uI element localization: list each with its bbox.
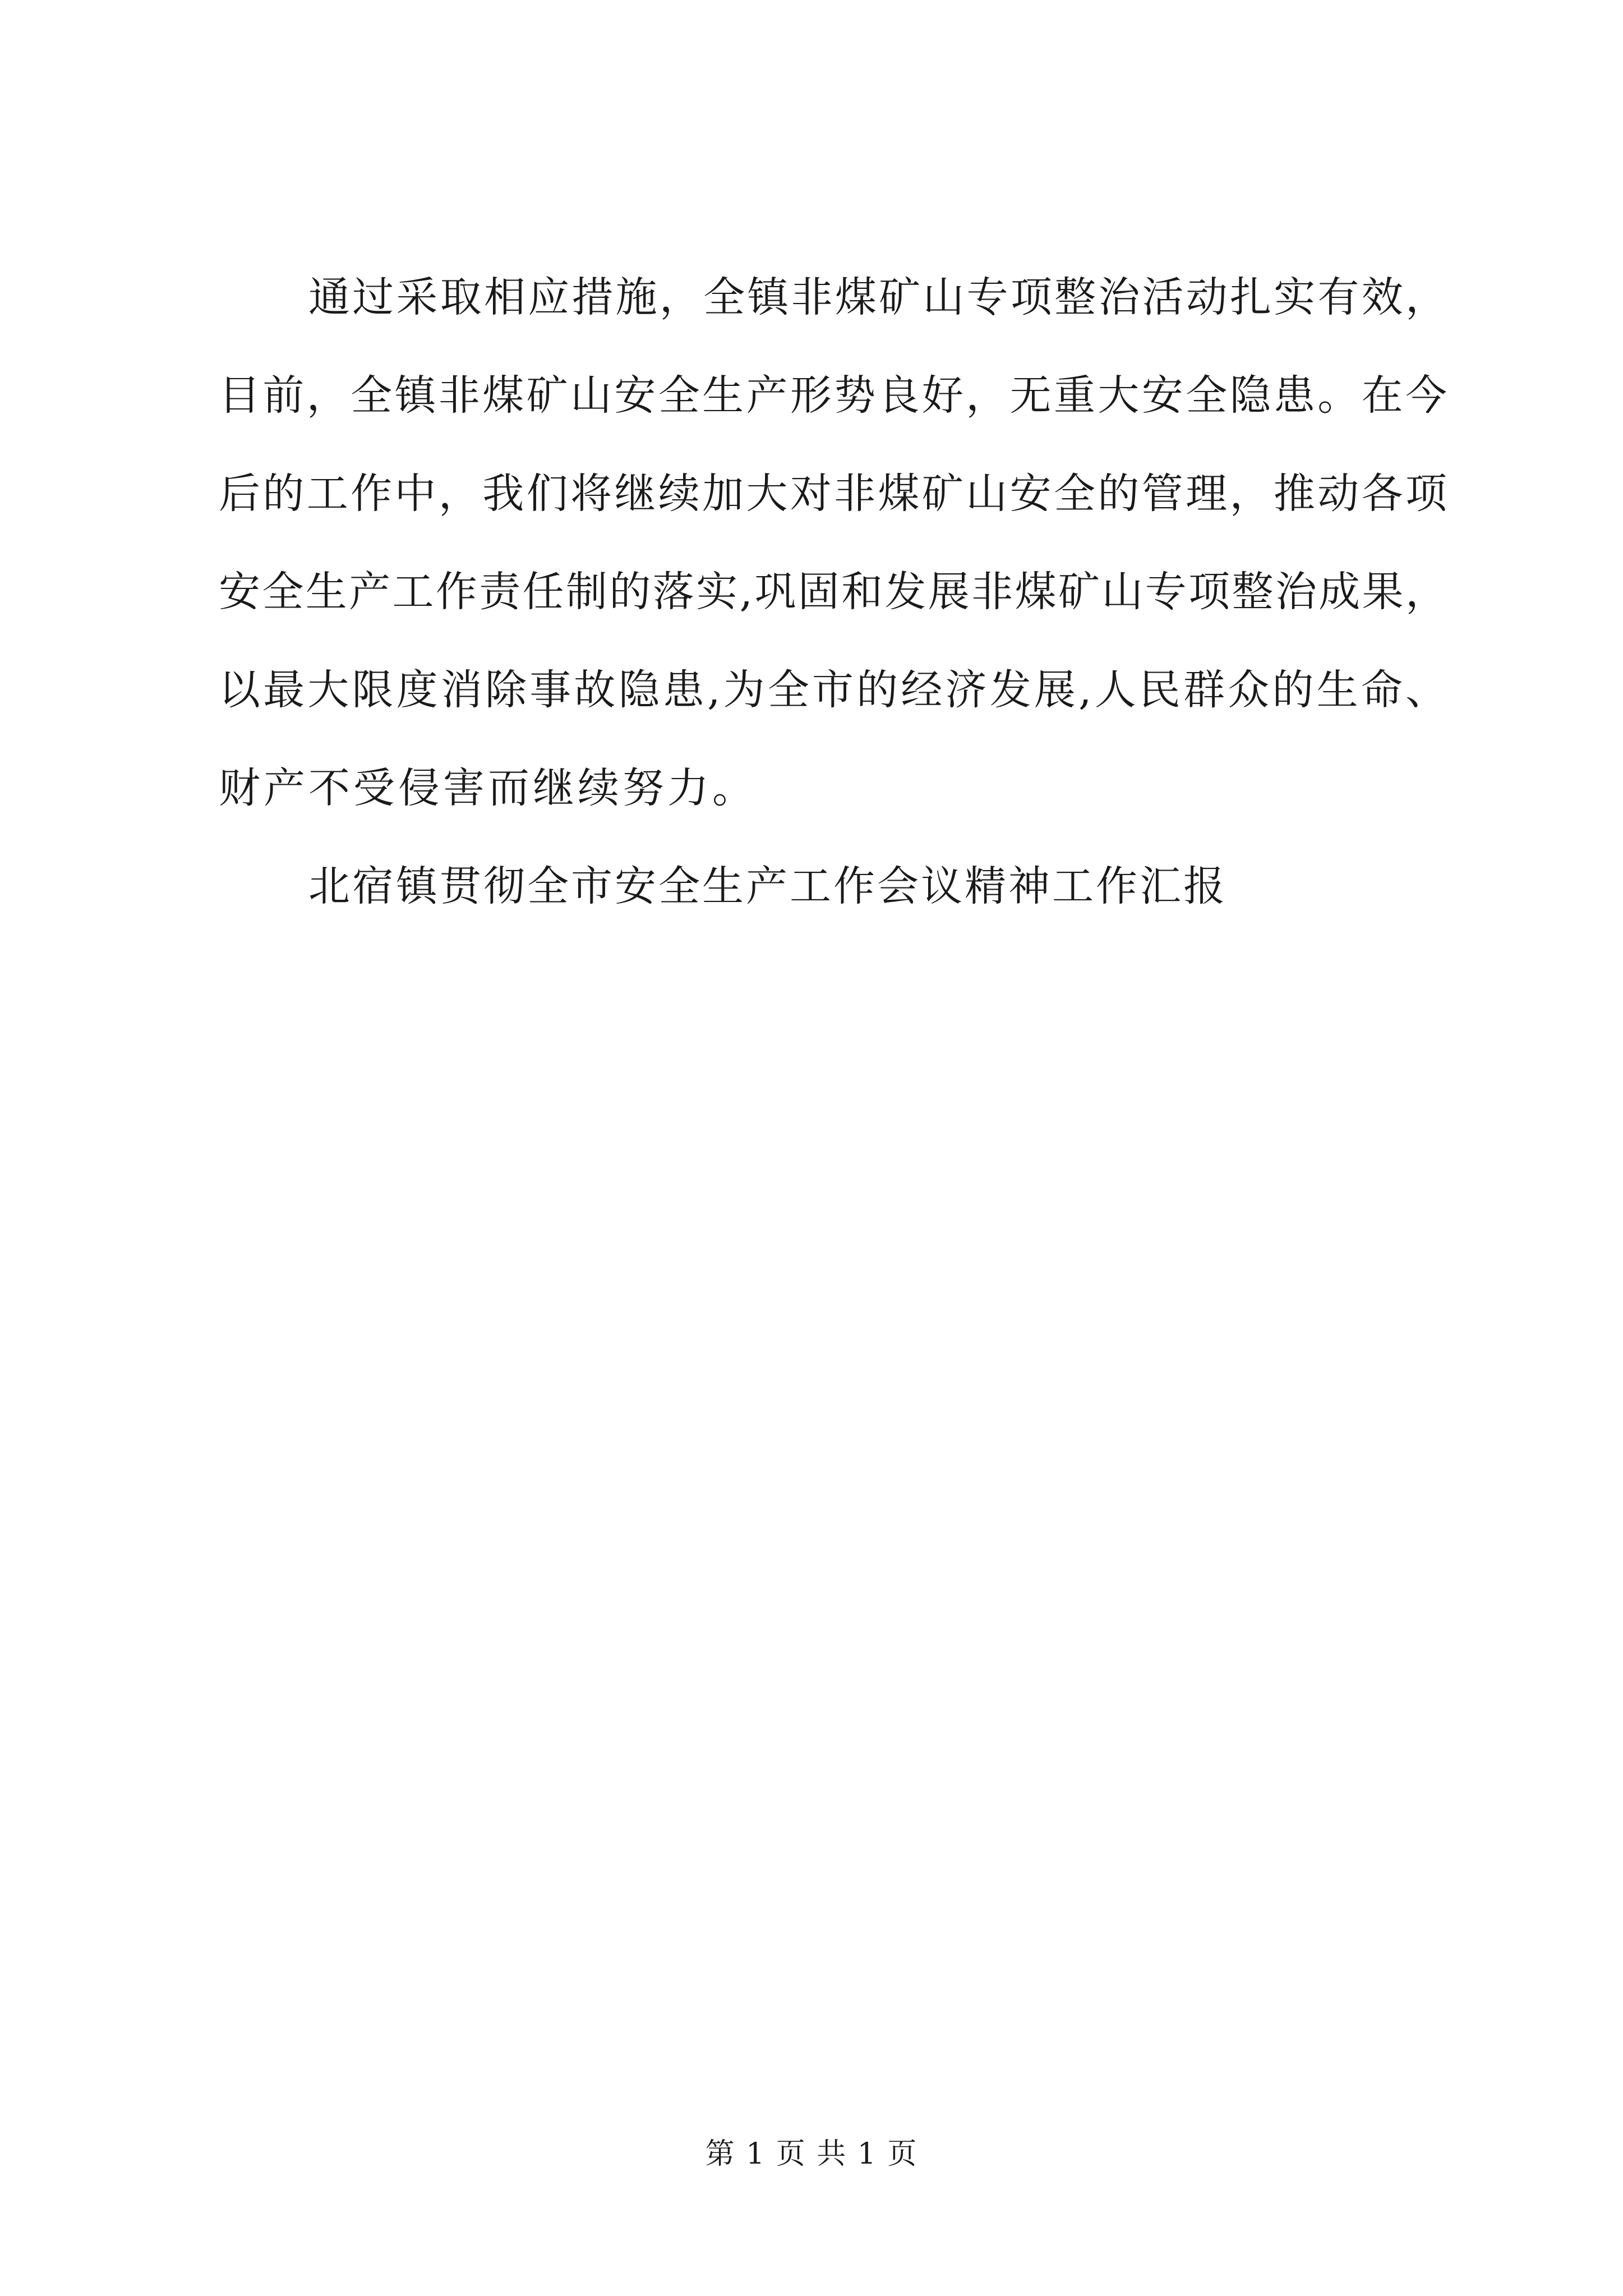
report-title-line: 北宿镇贯彻全市安全生产工作会议精神工作汇报 — [308, 862, 1227, 910]
paragraph-line-1: 通过采取相应措施，全镇非煤矿山专项整治活动扎实有效， — [308, 273, 1447, 321]
paragraph-line-3: 后的工作中，我们将继续加大对非煤矿山安全的管理，推动各项 — [219, 470, 1447, 518]
paragraph-line-5: 以最大限度消除事故隐患,为全市的经济发展,人民群众的生命、 — [219, 666, 1447, 714]
page-footer: 第 1 页 共 1 页 — [705, 2137, 918, 2171]
paragraph-line-4: 安全生产工作责任制的落实,巩固和发展非煤矿山专项整治成果， — [219, 568, 1447, 616]
paragraph-line-6: 财产不受侵害而继续努力。 — [219, 764, 757, 812]
paragraph-line-2: 目前，全镇非煤矿山安全生产形势良好，无重大安全隐患。在今 — [219, 371, 1447, 420]
